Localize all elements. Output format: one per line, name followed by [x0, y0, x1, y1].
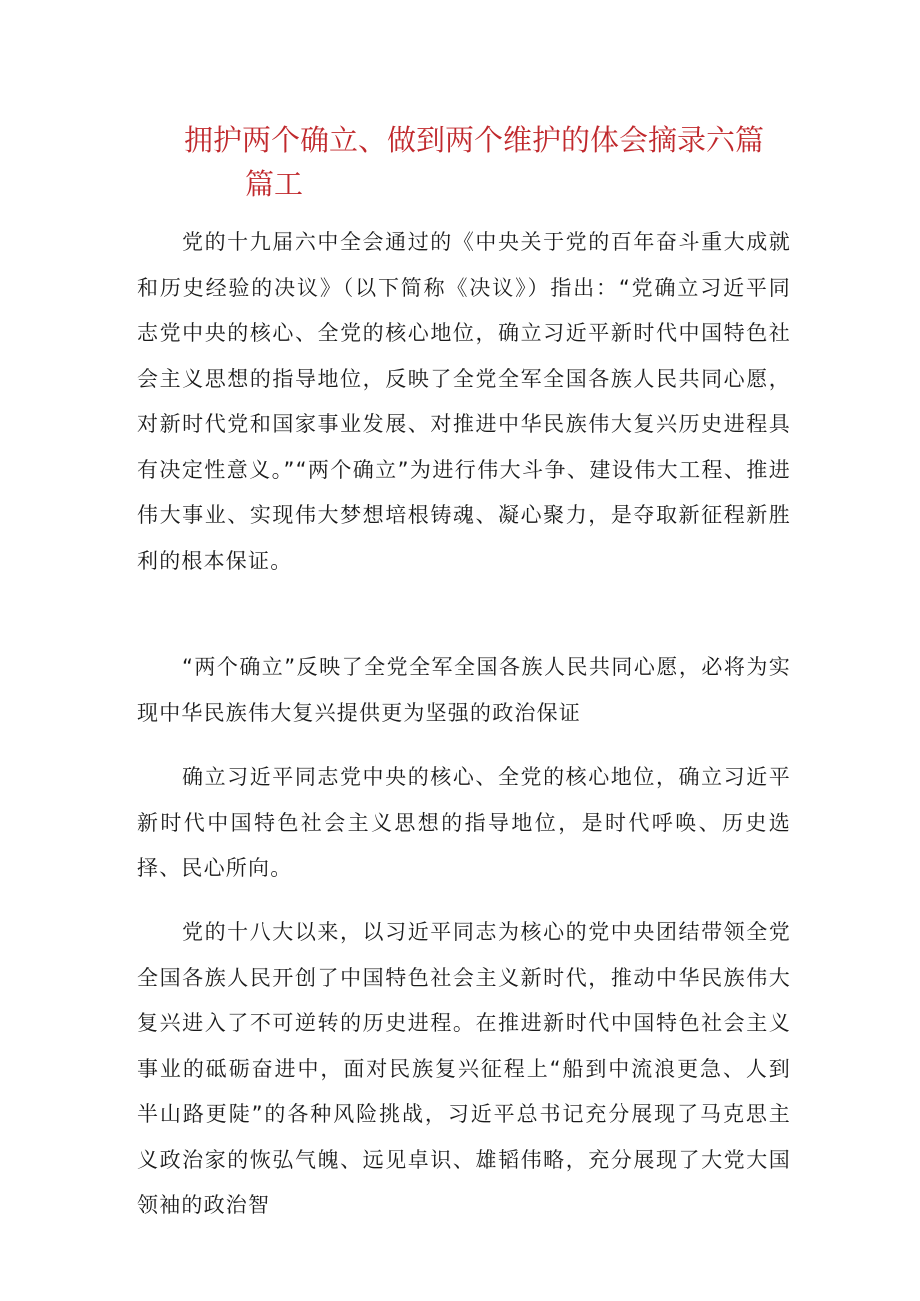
paragraph-1: 党的十九届六中全会通过的《中央关于党的百年奋斗重大成就和历史经验的决议》（以下简称《决议》）指出：“党确立习近平同志党中央的核心、全党的核心地位，确立习近平新时代中国特色社会主义思想的指导地位，反映了全党全军全国各族人民共同心愿，对新时代党和国家事业发展、对推进中华民族伟大复兴历史进程具有决定性意义。”“两个确立”为进行伟大斗争、建设伟大工程、推进伟大事业、实现伟大梦想培根铸魂、凝心聚力，是夺取新征程新胜利的根本保证。 — [137, 230, 791, 573]
document-title: 拥护两个确立、做到两个维护的体会摘录六篇 — [184, 123, 765, 157]
paragraph-3: 确立习近平同志党中央的核心、全党的核心地位，确立习近平新时代中国特色社会主义思想的指导地位，是时代呼唤、历史选择、民心所向。 — [137, 765, 791, 880]
paragraph-2: “两个确立”反映了全党全军全国各族人民共同心愿，必将为实现中华民族伟大复兴提供更为坚强的政治保证 — [137, 655, 791, 725]
document-subtitle: 篇工 — [245, 167, 304, 201]
paragraph-4: 党的十八大以来，以习近平同志为核心的党中央团结带领全党全国各族人民开创了中国特色社会主义新时代，推动中华民族伟大复兴进入了不可逆转的历史进程。在推进新时代中国特色社会主义事业的砥砺奋进中，面对民族复兴征程上“船到中流浪更急、人到半山路更陡”的各种风险挑战，习近平总书记充分展现了马克思主义政治家的恢弘气魄、远见卓识、雄韬伟略，充分展现了大党大国领袖的政治智 — [137, 920, 791, 1217]
